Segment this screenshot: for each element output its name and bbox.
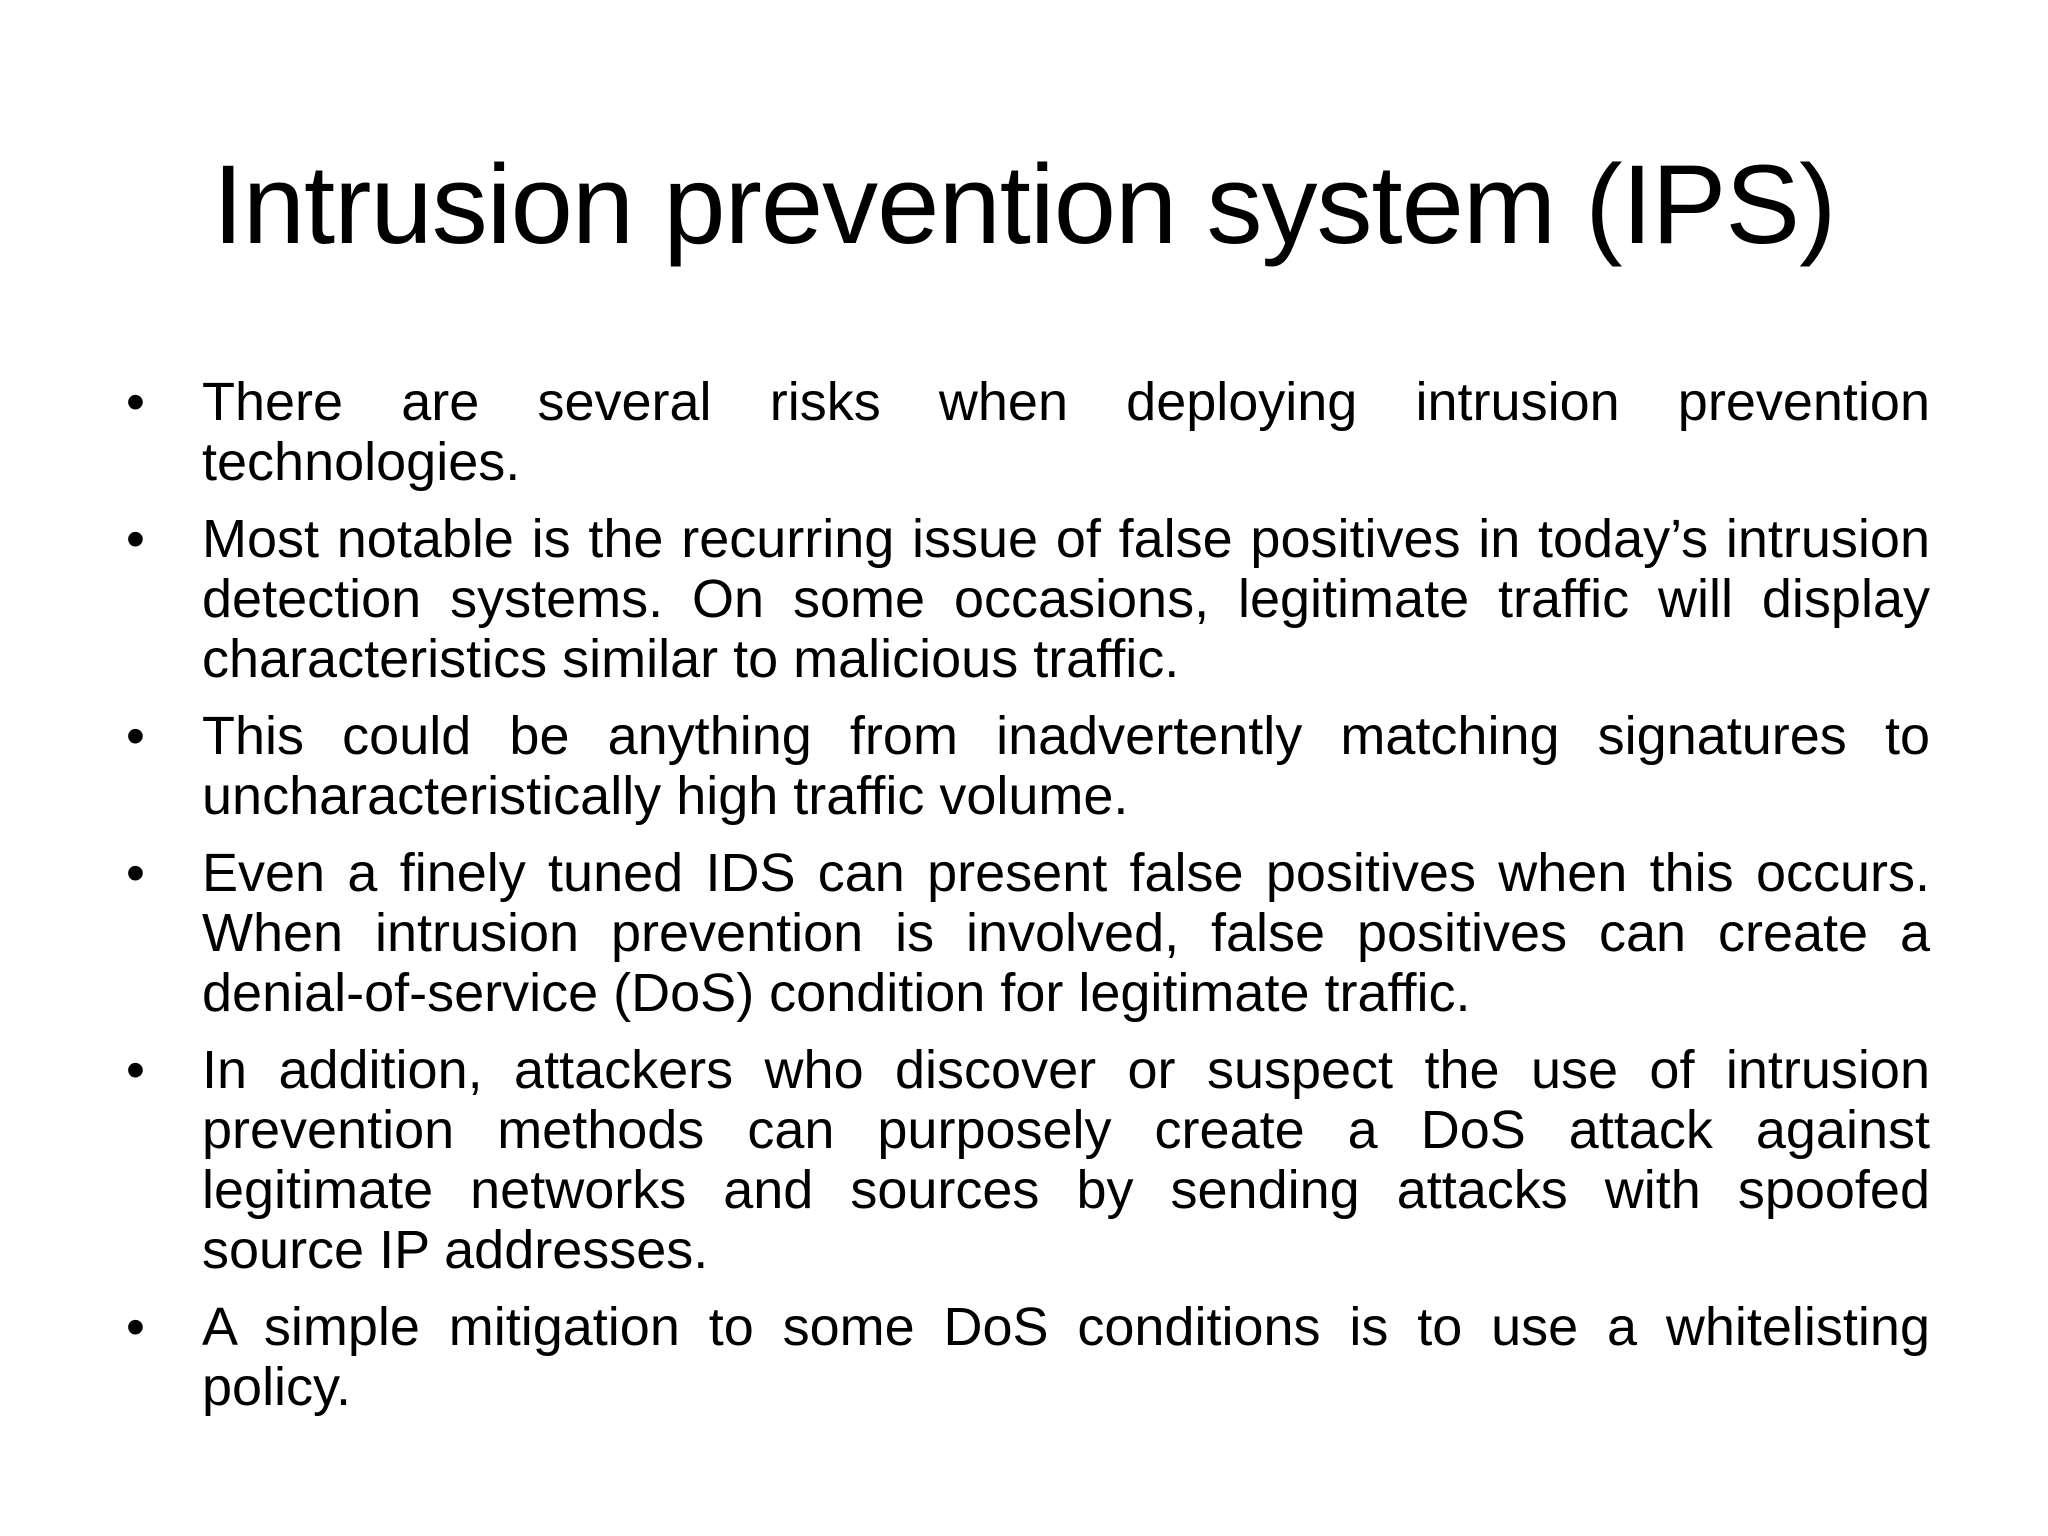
bullet-item [126, 843, 1930, 1023]
bullet-text: A simple mitigation to some DoS conditions is to use a whitelisting policy. [202, 1297, 1930, 1417]
bullet-dot-icon: • [126, 706, 145, 766]
bullet-dot-icon: • [126, 372, 145, 432]
bullet-item [126, 509, 1930, 689]
bullet-text: This could be anything from inadvertently matching signatures to uncharacteristically high traffic volume. [202, 706, 1930, 826]
bullet-item [126, 1297, 1930, 1417]
bullet-item [126, 706, 1930, 826]
bullet-dot-icon: • [126, 1040, 145, 1100]
bullet-text: Even a finely tuned IDS can present false positives when this occurs. When intrusion prevention is involved, false positives can create a denial-of-service (DoS) condition for legitimate traffic. [202, 843, 1930, 1023]
slide-title: Intrusion prevention system (IPS) [212, 142, 1836, 267]
bullet-item [126, 372, 1930, 492]
bullet-text: Most notable is the recurring issue of false positives in today’s intrusion detection systems. On some occasions, legitimate traffic will display characteristics similar to malicious traffic. [202, 509, 1930, 689]
bullet-item [126, 1040, 1930, 1280]
bullet-text: In addition, attackers who discover or suspect the use of intrusion prevention methods can purposely create a DoS attack against legitimate networks and sources by sending attacks with spoofed source IP addresses. [202, 1040, 1930, 1280]
bullet-list [126, 372, 1930, 1434]
bullet-dot-icon: • [126, 509, 145, 569]
bullet-dot-icon: • [126, 1297, 145, 1357]
bullet-text: There are several risks when deploying intrusion prevention technologies. [202, 372, 1930, 492]
bullet-dot-icon: • [126, 843, 145, 903]
